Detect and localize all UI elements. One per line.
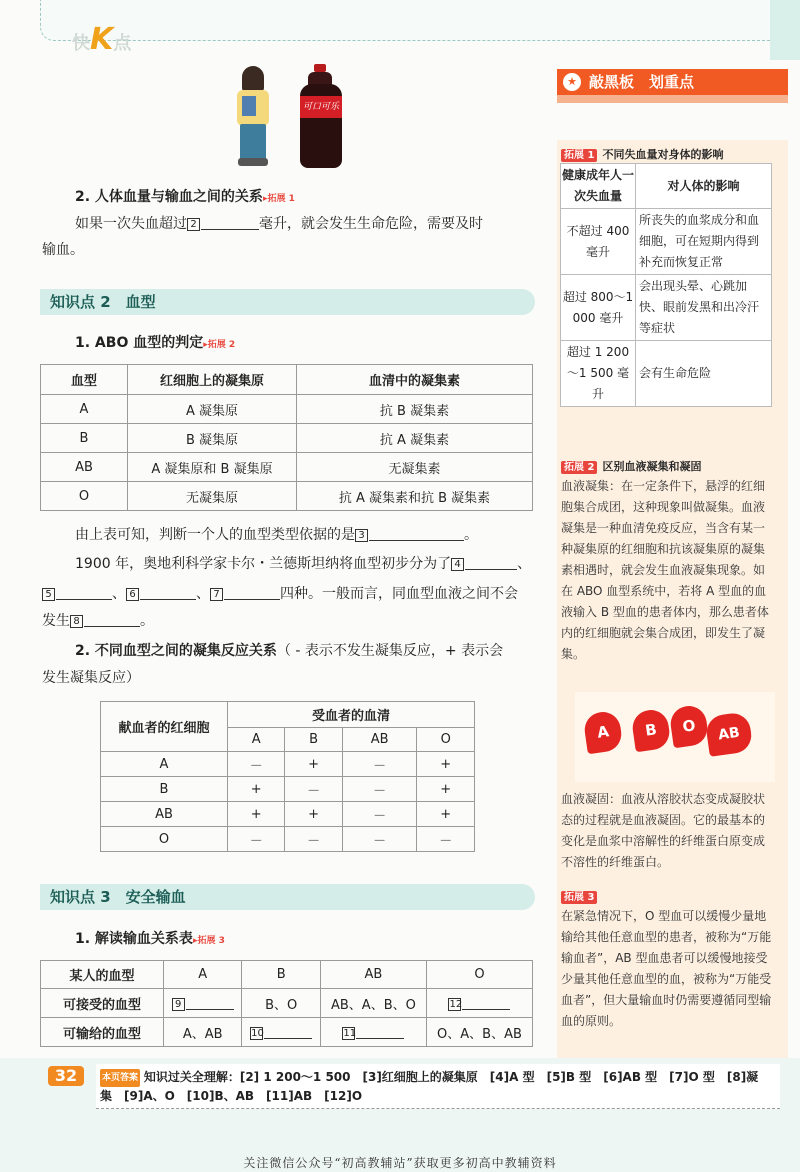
reaction-cell: － xyxy=(342,802,417,827)
reaction-col-header: A xyxy=(228,728,285,752)
transfusion-table: 某人的血型 A B AB O 可接受的血型 9 B、O AB、A、B、O 12 可输给的血型 A、AB 10 11 O、A、B、AB xyxy=(40,960,533,1047)
table-row xyxy=(41,395,533,424)
reaction-cell: + xyxy=(417,777,475,802)
reaction-row-label: B xyxy=(101,777,228,802)
reaction-col-header: AB xyxy=(342,728,417,752)
ext3-text: 在紧急情况下，O 型血可以缓慢少量地输给其他任意血型的患者，被称为“万能输血者”，AB 型血患者可以缓慢地接受少量其他任意血型的血，被称为“万能受血者”，但大量输血时仍需要遵循同型输血的原则。 xyxy=(561,909,772,1028)
ext2-text2: 血液凝固：血液从溶胶状态变成凝胶状态的过程就是血液凝固。它的最基本的变化是血浆中溶解性的纤维蛋白原变成不溶性的纤维蛋白。 xyxy=(561,792,766,869)
reaction-cell: － xyxy=(342,827,417,852)
reaction-row-label: O xyxy=(101,827,228,852)
reaction-cell: + xyxy=(285,752,342,777)
blood-loss-cell: 超过 1 200～1 500 毫升 xyxy=(561,341,636,407)
table-cell: B 凝集原 xyxy=(128,424,297,453)
transfusion-table-header: 某人的血型 xyxy=(41,961,164,989)
transfusion-table-heading: 1. 解读输血关系表▸拓展 3 xyxy=(75,931,225,947)
table-cell: 抗 A 凝集素和抗 B 凝集素 xyxy=(297,482,533,511)
table-row xyxy=(41,482,533,511)
blood-cell-b: B xyxy=(630,708,671,753)
table-cell: AB xyxy=(41,453,128,482)
blood-loss-cell: 会出现头晕、心跳加快、眼前发黑和出冷汗等症状 xyxy=(636,275,772,341)
blood-type-basis-line: 由上表可知，判断一个人的血型类型依据的是 3 。 xyxy=(75,527,478,543)
agglutination-line: 发生 8 。 xyxy=(42,613,154,629)
transfusion-table-header: O xyxy=(426,961,532,989)
table-row xyxy=(101,777,475,802)
reaction-cell: + xyxy=(228,802,285,827)
blood-loss-cell: 超过 800～1 000 毫升 xyxy=(561,275,636,341)
table-cell: 无凝集原 xyxy=(128,482,297,511)
kp2-title: 知识点 2 血型 xyxy=(40,289,535,315)
blood-loss-cell: 所丧失的血浆成分和血细胞，可在短期内得到补充而恢复正常 xyxy=(636,209,772,275)
reaction-col-header: B xyxy=(285,728,342,752)
blood-cell-o: O xyxy=(668,704,709,749)
abo-table xyxy=(40,364,533,511)
table-row xyxy=(41,453,533,482)
table-cell: A 凝集原 xyxy=(128,395,297,424)
reaction-cell: + xyxy=(228,777,285,802)
table-cell: 抗 A 凝集素 xyxy=(297,424,533,453)
brand-logo: 快K点 xyxy=(72,22,132,57)
table-row xyxy=(561,209,772,275)
transfusion-table-header: B xyxy=(242,961,320,989)
reaction-cell: － xyxy=(342,777,417,802)
abo-table-header: 血清中的凝集素 xyxy=(297,365,533,395)
table-row xyxy=(561,275,772,341)
table-cell: O xyxy=(41,482,128,511)
ext3-heading: 拓展 3 xyxy=(561,885,597,904)
abo-heading: 1. ABO 血型的判定▸拓展 2 xyxy=(75,335,236,351)
reaction-table: 献血者的红细胞 受血者的血清 A B AB O A － + － + B + － － + AB + + － + O － － － － xyxy=(100,701,475,852)
reaction-heading-end: 发生凝集反应） xyxy=(42,670,140,686)
key-point-icon: ★ xyxy=(563,73,581,91)
ext1-heading: 拓展 1 不同失血量对身体的影响 xyxy=(561,143,724,162)
table-row xyxy=(101,802,475,827)
reaction-cell: － xyxy=(228,827,285,852)
footer-note: 关注微信公众号“初高教辅站”获取更多初高中教辅资料 xyxy=(243,1156,557,1170)
blood-loss-header: 对人体的影响 xyxy=(636,164,772,209)
table-cell: B xyxy=(41,424,128,453)
blood-loss-header: 健康成年人一次失血量 xyxy=(561,164,636,209)
blood-cells-illustration xyxy=(575,692,775,782)
blood-loss-cell: 会有生命危险 xyxy=(636,341,772,407)
sidebar-header-band xyxy=(557,95,788,103)
reaction-row-label: A xyxy=(101,752,228,777)
kp3-title: 知识点 3 安全输血 xyxy=(40,884,535,910)
reaction-cell: － xyxy=(417,827,475,852)
reaction-cell: － xyxy=(285,777,342,802)
ext2-text: 血液凝集：在一定条件下，悬浮的红细胞集合成团，这种现象叫做凝集。血液凝集是一种血清免疫反应，当含有某一种凝集原的红细胞和抗该凝集原的凝集素相遇时，就会发生血液凝集现象。如在 ABO 血型系统中，若将 A 型血的血液输入 B 型血的患者体内，那么患者体内的红细胞就会集合成团，即发生了凝集。 xyxy=(561,479,769,661)
sidebar-header: ★ 敲黑板 划重点 xyxy=(557,69,788,95)
ext2-heading: 拓展 2 区别血液凝集和凝固 xyxy=(561,455,702,474)
table-cell: A 凝集原和 B 凝集原 xyxy=(128,453,297,482)
page-number: 32 xyxy=(48,1066,84,1086)
table-cell: 无凝集素 xyxy=(297,453,533,482)
transfusion-heading: 2. 人体血量与输血之间的关系▸拓展 1 xyxy=(75,189,295,205)
table-cell: A xyxy=(41,395,128,424)
blood-types-line: 5 、 6 、 7 四种。一般而言，同血型血液之间不会 xyxy=(42,583,537,606)
table-row xyxy=(41,424,533,453)
reaction-cell: + xyxy=(417,802,475,827)
reaction-cell: + xyxy=(285,802,342,827)
reaction-cell: － xyxy=(342,752,417,777)
transfusion-text-end: 输血。 xyxy=(42,242,84,258)
table-row xyxy=(101,827,475,852)
transfusion-table-header: AB xyxy=(320,961,426,989)
reaction-cell: － xyxy=(228,752,285,777)
answer-key: 本页答案 知识过关全理解：[2] 1 200～1 500 [3]红细胞上的凝集原 [4]A 型 [5]B 型 [6]AB 型 [7]O 型 [8]凝集 [9]A、O [10]B、AB [11]AB [12]O xyxy=(100,1070,759,1103)
reaction-heading: 2. 不同血型之间的凝集反应关系（ - 表示不发生凝集反应，+ 表示会 xyxy=(75,643,504,659)
abo-table-header: 红细胞上的凝集原 xyxy=(128,365,297,395)
corner-accent xyxy=(770,0,800,60)
blood-cell-a: A xyxy=(582,710,623,755)
table-cell: 抗 B 凝集素 xyxy=(297,395,533,424)
top-border xyxy=(40,0,792,41)
extension-tag: ▸拓展 1 xyxy=(262,194,295,204)
reaction-cell: － xyxy=(285,827,342,852)
transfusion-table-header: A xyxy=(164,961,242,989)
landsteiner-line: 1900 年，奥地利科学家卡尔・兰德斯坦纳将血型初步分为了 4 、 xyxy=(75,556,532,572)
reaction-row-label: AB xyxy=(101,802,228,827)
table-row xyxy=(101,752,475,777)
blood-loss-cell: 不超过 400 毫升 xyxy=(561,209,636,275)
table-row xyxy=(561,341,772,407)
reaction-col-header: O xyxy=(417,728,475,752)
blood-loss-table xyxy=(560,163,772,407)
reaction-cell: + xyxy=(417,752,475,777)
abo-table-header: 血型 xyxy=(41,365,128,395)
transfusion-text: 如果一次失血超过 2 毫升，就会发生生命危险，需要及时 xyxy=(75,216,483,232)
blood-cell-ab: AB xyxy=(704,711,753,757)
